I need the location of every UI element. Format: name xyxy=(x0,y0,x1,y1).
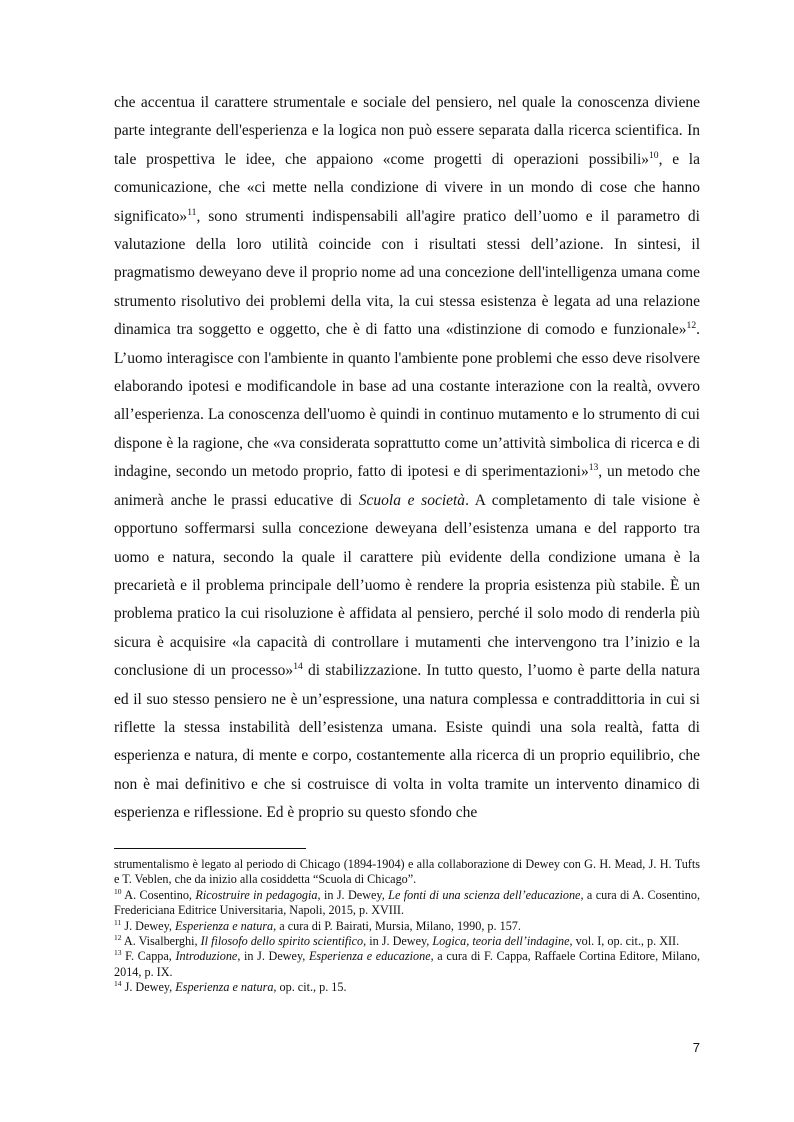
main-paragraph xyxy=(114,89,700,828)
book-title: Scuola e società xyxy=(358,491,466,509)
footnote-text: , in J. Dewey, xyxy=(317,887,389,902)
footnote-text: , vol. I, op. cit., p. XII. xyxy=(569,934,680,949)
footnote-text: A. Visalberghi, xyxy=(121,934,201,949)
footnote-text: , a cura di P. Bairati, Mursia, Milano, 1990, p. 157. xyxy=(273,918,521,933)
footnote-title: Logica, teoria dell’indagine xyxy=(432,934,570,949)
footnote-continued: strumentalismo è legato al periodo di Chicago (1894-1904) e alla collaborazione di Dewey con G. H. Mead, J. H. Tufts e T. Veblen, che da inizio alla cosiddetta “Scuola di Chicago”. xyxy=(114,857,700,887)
footnotes xyxy=(114,857,700,996)
footnote-number: 10 xyxy=(114,886,122,896)
footnote-separator xyxy=(114,848,306,849)
footnote-text: A. Cosentino, xyxy=(121,887,196,902)
footnote-title: Esperienza e natura xyxy=(174,918,274,933)
footnote-title: Introduzione xyxy=(175,949,238,964)
footnote-text: , in J. Dewey, xyxy=(237,949,309,964)
footnote-number: 12 xyxy=(114,932,122,942)
footnote-text: J. Dewey, xyxy=(121,918,175,933)
footnote-title: Il filosofo dello spirito scientifico xyxy=(200,934,364,949)
page-number: 7 xyxy=(692,1040,700,1055)
footnote-text: J. Dewey, xyxy=(121,980,176,995)
footnote-number: 13 xyxy=(114,948,122,958)
footnote-number: 11 xyxy=(114,917,122,927)
footnote-ref-10: 10 xyxy=(649,149,659,161)
footnote-12 xyxy=(114,934,700,949)
footnote-title: Esperienza e educazione xyxy=(308,949,431,964)
text-segment: , un metodo che animerà anche le prassi educative di xyxy=(114,463,700,509)
footnote-title: Ricostruire in pedagogia xyxy=(195,887,318,902)
footnote-ref-13: 13 xyxy=(588,462,599,474)
footnote-title: Le fonti di una scienza dell’educazione xyxy=(388,887,581,902)
text-segment: . L’uomo interagisce con l'ambiente in quanto l'ambiente pone problemi che esso deve risolvere elaborando ipotesi e modificandole in base ad una costante interazione con la realtà, ovvero all’esperienza. La conoscenza dell'uomo è quindi in continuo mutamento e lo strumento di cui dispone è la ragione, che «va considerata soprattutto come un’attività simbolica di ricerca e di indagine, secondo un metodo proprio, fatto di ipotesi e di sperimentazioni» xyxy=(114,321,700,481)
footnote-text: F. Cappa, xyxy=(121,949,176,964)
text-segment: di stabilizzazione. In tutto questo, l’uomo è parte della natura ed il suo stesso pensiero ne è un’espressione, una natura complessa e contraddittoria in cui si riflette la stessa instabilità dell’esistenza umana. Esiste quindi una sola realtà, fatta di esperienza e natura, di mente e corpo, costantemente alla ricerca di un proprio equilibrio, che non è mai definitivo e che si costruisce di volta in volta tramite un intervento dinamico di esperienza e riflessione. Ed è proprio su questo sfondo che xyxy=(114,662,700,822)
footnote-text: , in J. Dewey, xyxy=(363,934,433,949)
footnote-14 xyxy=(114,980,700,995)
footnote-10 xyxy=(114,888,700,919)
text-segment: . A completamento di tale visione è opportuno soffermarsi sulla concezione deweyana dell’esistenza umana e del rapporto tra uomo e natura, secondo la quale il carattere più evidente della condizione umana è la precarietà e il problema principale dell’uomo è rendere la propria esistenza più stabile. È un problema pratico la cui risoluzione è affidata al pensiero, perché il solo modo di renderla più sicura è acquisire «la capacità di controllare i mutamenti che intervengono tra l’inizio e la conclusione di un processo» xyxy=(114,491,700,680)
footnote-13 xyxy=(114,949,700,980)
text-segment: , e la comunicazione, che «ci mette nella condizione di vivere in un mondo di cose che hanno significato» xyxy=(114,150,700,225)
footnote-text: , a cura di A. Cosentino, Fredericiana Editrice Universitaria, Napoli, 2015, p. XVIII. xyxy=(114,887,701,918)
footnote-text: , a cura di F. Cappa, Raffaele Cortina Editore, Milano, 2014, p. IX. xyxy=(114,949,701,979)
footnote-ref-14: 14 xyxy=(293,660,303,672)
text-segment: che accentua il carattere strumentale e sociale del pensiero, nel quale la conoscenza diviene parte integrante dell'esperienza e la logica non può essere separata dalla ricerca scientifica. In tale prospettiva le idee, che appaiono «come progetti di operazioni possibili» xyxy=(114,94,700,168)
footnote-ref-12: 12 xyxy=(686,320,697,332)
footnote-title: Esperienza e natura xyxy=(175,980,274,995)
footnote-ref-11: 11 xyxy=(187,206,197,218)
footnote-text: , op. cit., p. 15. xyxy=(273,980,347,995)
text-segment: , sono strumenti indispensabili all'agire pratico dell’uomo e il parametro di valutazione della loro utilità coincide con i risultati stessi dell’azione. In sintesi, il pragmatismo deweyano deve il proprio nome ad una concezione dell'intelligenza umana come strumento risolutivo dei problemi della vita, la cui stessa esistenza è legata ad una relazione dinamica tra soggetto e oggetto, che è di fatto una «distinzione di comodo e funzionale» xyxy=(114,207,700,339)
footnote-11 xyxy=(114,919,700,934)
footnote-number: 14 xyxy=(114,979,122,989)
